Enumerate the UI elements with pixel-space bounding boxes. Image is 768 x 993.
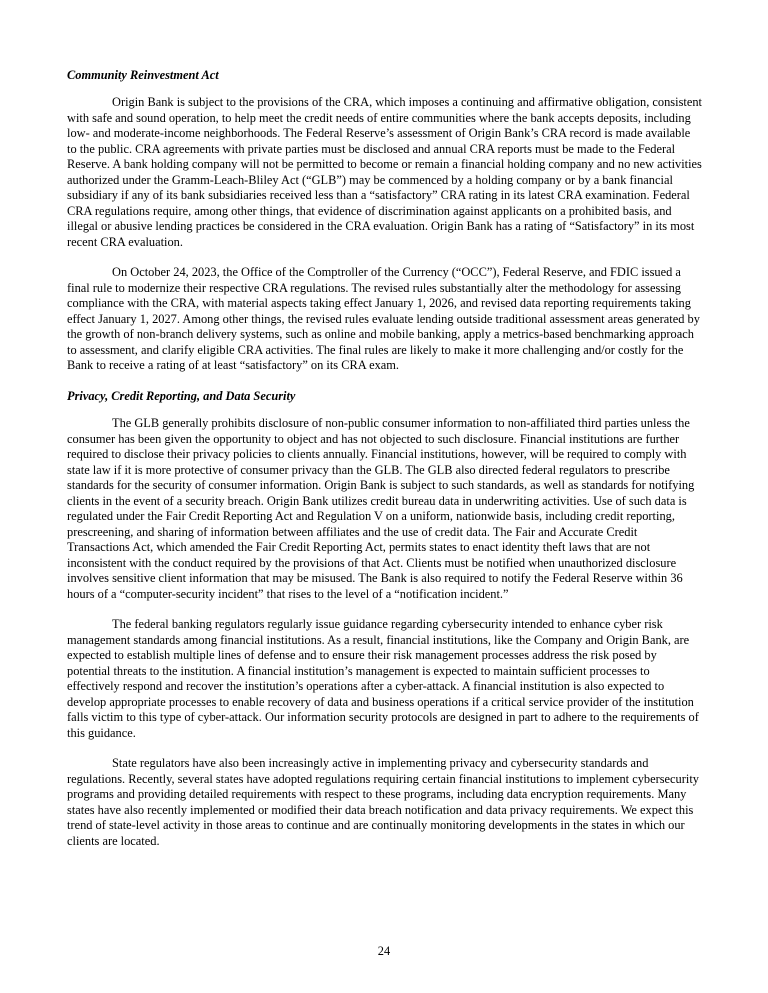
section-community-reinvestment-act bbox=[67, 68, 702, 374]
paragraph: The GLB generally prohibits disclosure of non-public consumer information to non-affiliated third parties unless the consumer has been given the opportunity to object and has not objected to such disclosure. Financial institutions are further required to disclose their privacy policies to clients annually. Financial institutions, however, will be required to comply with state law if it is more protective of consumer privacy than the GLB. The GLB also directed federal regulators to prescribe standards for the security of consumer information. Origin Bank is subject to such standards, as well as standards for notifying clients in the event of a security breach. Origin Bank utilizes credit bureau data in underwriting activities. Use of such data is regulated under the Fair Credit Reporting Act and Regulation V on a uniform, nationwide basis, including credit reporting, prescreening, and sharing of information between affiliates and the use of credit data. The Fair and Accurate Credit Transactions Act, which amended the Fair Credit Reporting Act, permits states to enact identity theft laws that are not inconsistent with the conduct required by the provisions of that Act. Clients must be notified when unauthorized disclosure involves sensitive client information that may be misused. The Bank is also required to notify the Federal Reserve within 36 hours of a “computer-security incident” that rises to the level of a “notification incident.” bbox=[67, 416, 695, 601]
section-privacy-credit-reporting-data-security bbox=[67, 389, 702, 849]
paragraph: State regulators have also been increasingly active in implementing privacy and cybersecurity standards and regulations. Recently, several states have adopted regulations requiring certain financial institutions to implement cybersecurity programs and providing detailed requirements with respect to these programs, including data encryption requirements. Many states have also recently implemented or modified their data breach notification and data privacy requirements. We expect this trend of state-level activity in those areas to continue and are continually monitoring developments in the states in which our clients are located. bbox=[67, 756, 699, 848]
section-heading: Community Reinvestment Act bbox=[67, 68, 219, 82]
paragraph: Origin Bank is subject to the provisions of the CRA, which imposes a continuing and affirmative obligation, consistent with safe and sound operation, to help meet the credit needs of entire communities where the bank accepts deposits, including low- and moderate-income neighborhoods. The Federal Reserve’s assessment of Origin Bank’s CRA record is made available to the public. CRA agreements with private parties must be disclosed and annual CRA reports must be made to the Federal Reserve. A bank holding company will not be permitted to become or remain a financial holding company and no new activities authorized under the Gramm-Leach-Bliley Act (“GLB”) may be commenced by a holding company or by a bank financial subsidiary if any of its bank subsidiaries received less than a “satisfactory” CRA rating in its latest CRA examination. Federal CRA regulations require, among other things, that evidence of discrimination against applicants on a prohibited basis, and illegal or abusive lending practices be considered in the CRA evaluation. Origin Bank has a rating of “Satisfactory” in its most recent CRA evaluation. bbox=[67, 95, 702, 249]
paragraph: The federal banking regulators regularly issue guidance regarding cybersecurity intended to enhance cyber risk management standards among financial institutions. As a result, financial institutions, like the Company and Origin Bank, are expected to establish multiple lines of defense and to ensure their risk management processes address the risk posed by potential threats to the institution. A financial institution’s management is expected to maintain sufficient processes to effectively respond and recover the institution’s operations after a cyber-attack. A financial institution is also expected to develop appropriate processes to enable recovery of data and business operations if a critical service provider of the institution falls victim to this type of cyber-attack. Our information security protocols are designed in part to adhere to the requirements of this guidance. bbox=[67, 617, 699, 740]
section-heading: Privacy, Credit Reporting, and Data Security bbox=[67, 388, 296, 403]
paragraph: On October 24, 2023, the Office of the Comptroller of the Currency (“OCC”), Federal Reserve, and FDIC issued a final rule to modernize their respective CRA regulations. The revised rules substantially alter the methodology for assessing compliance with the CRA, with material aspects taking effect January 1, 2026, and revised data reporting requirements taking effect January 1, 2027. Among other things, the revised rules evaluate lending outside traditional assessment areas generated by the growth of non-branch delivery systems, such as online and mobile banking, apply a metrics-based benchmarking approach to assessment, and clarify eligible CRA activities. The final rules are likely to make it more challenging and/or costly for the Bank to receive a rating of at least “satisfactory” on its CRA exam. bbox=[67, 265, 700, 373]
page-number: 24 bbox=[377, 944, 391, 958]
